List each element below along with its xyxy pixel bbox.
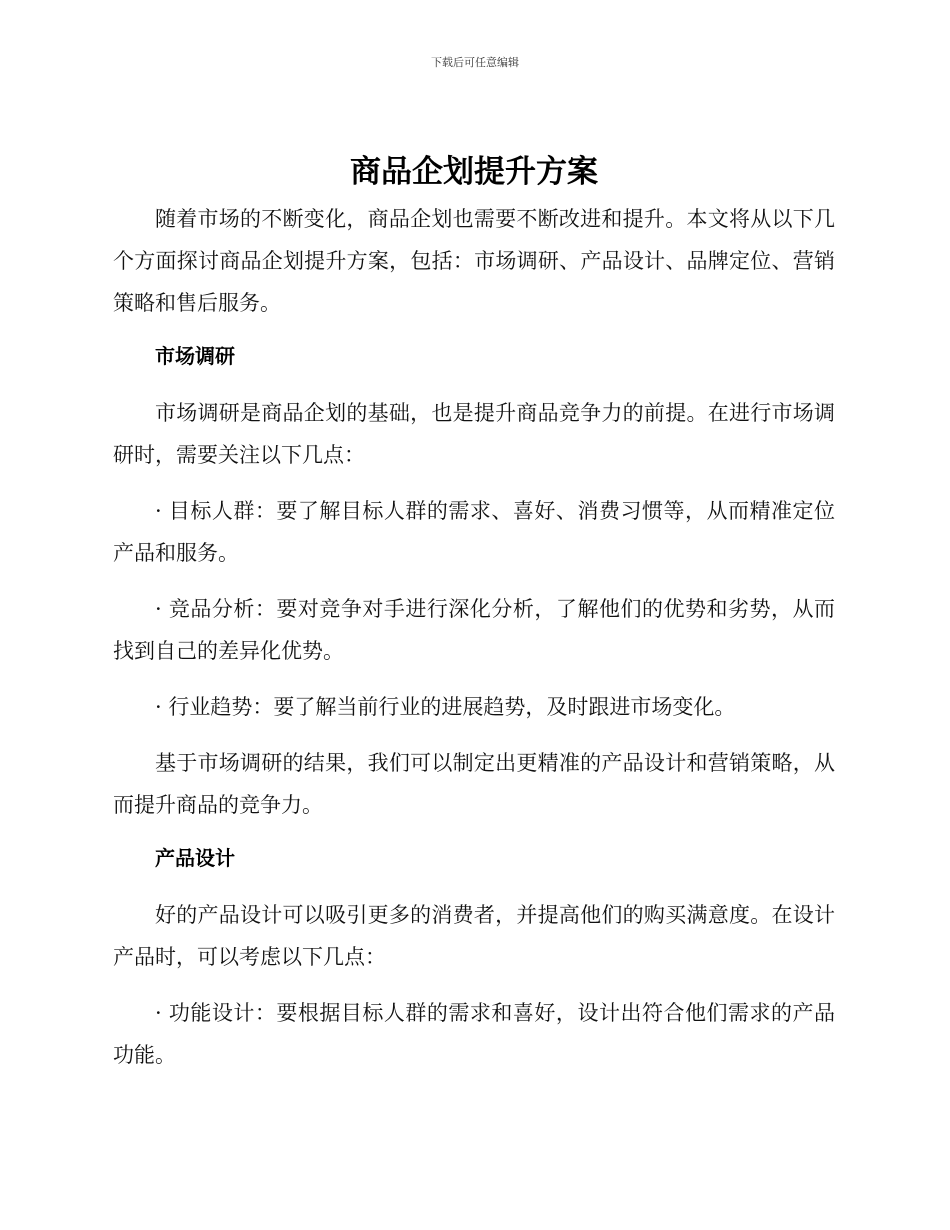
section-heading-product-design: 产品设计 — [155, 846, 235, 870]
document-body — [113, 150, 835, 1090]
bullet-target-audience: · 目标人群：要了解目标人群的需求、喜好、消费习惯等，从而精准定位产品和服务。 — [113, 499, 835, 565]
header-note: 下载后可任意编辑 — [431, 56, 519, 69]
market-research-intro: 市场调研是商品企划的基础，也是提升商品竞争力的前提。在进行市场调研时，需要关注以下几点： — [113, 401, 835, 467]
bullet-industry-trends: · 行业趋势：要了解当前行业的进展趋势，及时跟进市场变化。 — [155, 695, 736, 719]
market-research-conclusion: 基于市场调研的结果，我们可以制定出更精准的产品设计和营销策略，从而提升商品的竞争力。 — [113, 751, 835, 817]
intro-paragraph: 随着市场的不断变化，商品企划也需要不断改进和提升。本文将从以下几个方面探讨商品企划提升方案，包括：市场调研、产品设计、品牌定位、营销策略和售后服务。 — [113, 207, 835, 315]
product-design-intro: 好的产品设计可以吸引更多的消费者，并提高他们的购买满意度。在设计产品时，可以考虑以下几点： — [113, 903, 835, 969]
section-heading-market-research: 市场调研 — [155, 344, 235, 368]
bullet-competitor-analysis: · 竞品分析：要对竞争对手进行深化分析，了解他们的优势和劣势，从而找到自己的差异化优势。 — [113, 597, 835, 663]
bullet-function-design: · 功能设计：要根据目标人群的需求和喜好，设计出符合他们需求的产品功能。 — [113, 1001, 835, 1067]
document-title: 商品企划提升方案 — [350, 154, 598, 190]
